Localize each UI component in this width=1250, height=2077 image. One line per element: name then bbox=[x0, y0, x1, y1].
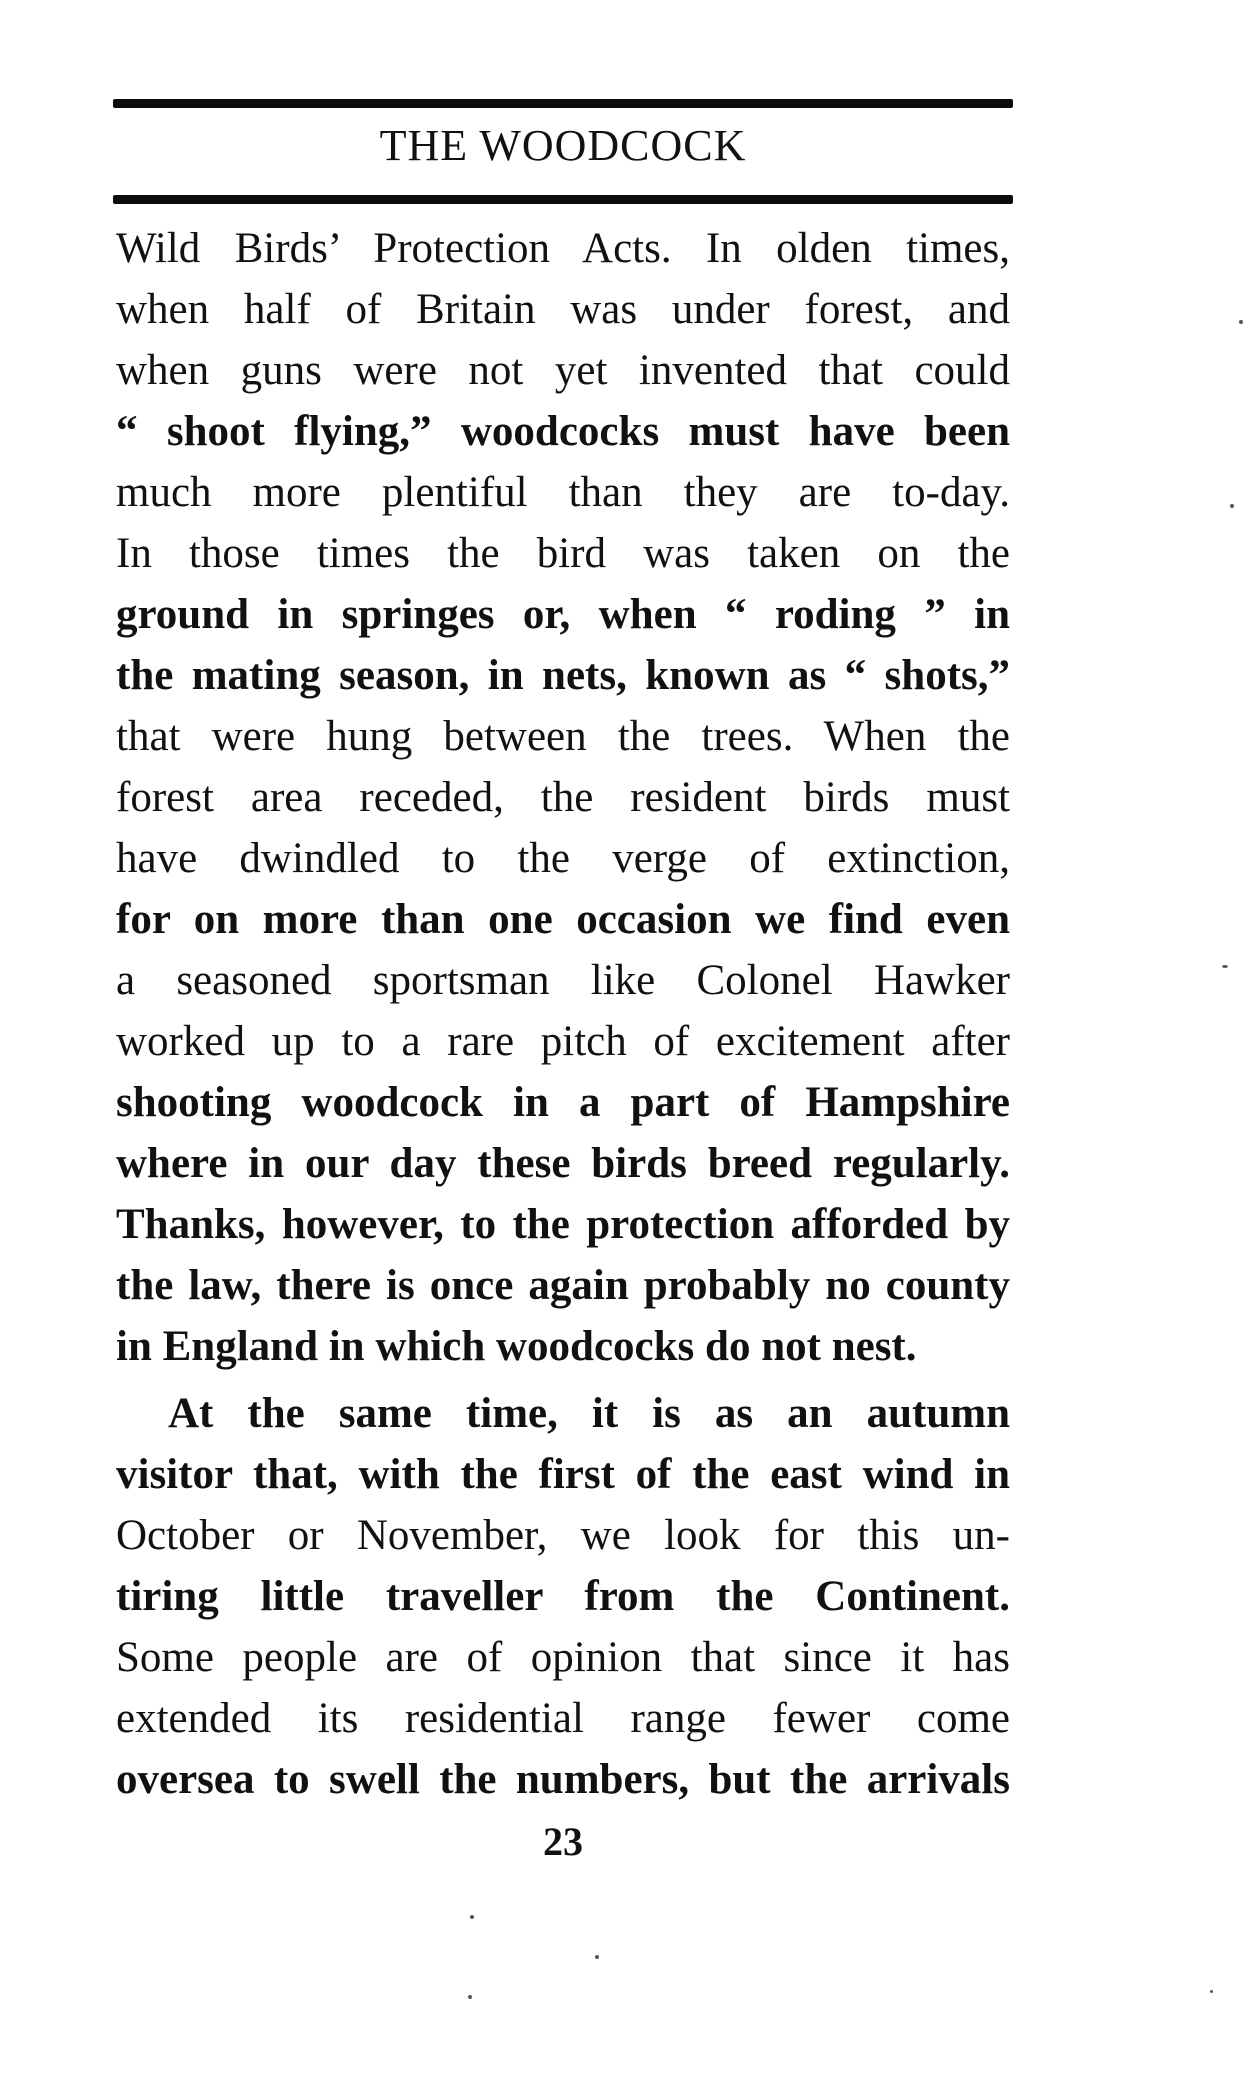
text-line: shooting woodcock in a part of Hampshire bbox=[116, 1079, 1010, 1126]
header-top-rule bbox=[113, 99, 1013, 108]
running-head: THE WOODCOCK bbox=[379, 121, 747, 170]
text-line: tiring little traveller from the Continent. bbox=[116, 1573, 1010, 1620]
body-text bbox=[116, 218, 1010, 1810]
text-line: Some people are of opinion that since it has bbox=[116, 1634, 1010, 1681]
text-line: worked up to a rare pitch of excitement after bbox=[116, 1018, 1010, 1065]
text-line: oversea to swell the numbers, but the arrivals bbox=[116, 1756, 1010, 1803]
text-line: “ shoot flying,” woodcocks must have been bbox=[116, 408, 1010, 455]
text-line: Wild Birds’ Protection Acts. In olden times, bbox=[116, 225, 1010, 272]
print-speck bbox=[1239, 320, 1243, 324]
print-speck bbox=[595, 1955, 599, 1959]
print-speck bbox=[1210, 1990, 1213, 1993]
text-line: a seasoned sportsman like Colonel Hawker bbox=[116, 957, 1010, 1004]
text-line: when half of Britain was under forest, and bbox=[116, 286, 1010, 333]
text-line: ground in springes or, when “ roding ” in bbox=[116, 591, 1010, 638]
text-line: when guns were not yet invented that could bbox=[116, 347, 1010, 394]
text-line: the law, there is once again probably no county bbox=[116, 1262, 1010, 1309]
text-line: have dwindled to the verge of extinction, bbox=[116, 835, 1010, 882]
text-line: forest area receded, the resident birds must bbox=[116, 774, 1010, 821]
text-line: for on more than one occasion we find even bbox=[116, 896, 1010, 943]
page-number: 23 bbox=[543, 1819, 583, 1864]
print-speck bbox=[468, 1995, 472, 1999]
print-speck bbox=[1230, 504, 1234, 508]
print-speck bbox=[470, 1915, 474, 1919]
print-speck bbox=[1222, 965, 1228, 968]
text-line: Thanks, however, to the protection afforded by bbox=[116, 1201, 1010, 1248]
text-line: in England in which woodcocks do not nest. bbox=[116, 1323, 917, 1370]
text-line: In those times the bird was taken on the bbox=[116, 530, 1010, 577]
text-line: that were hung between the trees. When the bbox=[116, 713, 1010, 760]
text-line: the mating season, in nets, known as “ shots,” bbox=[116, 652, 1010, 699]
text-line: visitor that, with the first of the east wind in bbox=[116, 1451, 1010, 1498]
text-line: October or November, we look for this un- bbox=[116, 1512, 1010, 1559]
header-bottom-rule bbox=[113, 195, 1013, 204]
text-line: where in our day these birds breed regularly. bbox=[116, 1140, 1010, 1187]
text-line: much more plentiful than they are to-day. bbox=[116, 469, 1010, 516]
text-line: extended its residential range fewer come bbox=[116, 1695, 1010, 1742]
text-line: At the same time, it is as an autumn bbox=[168, 1390, 1010, 1437]
